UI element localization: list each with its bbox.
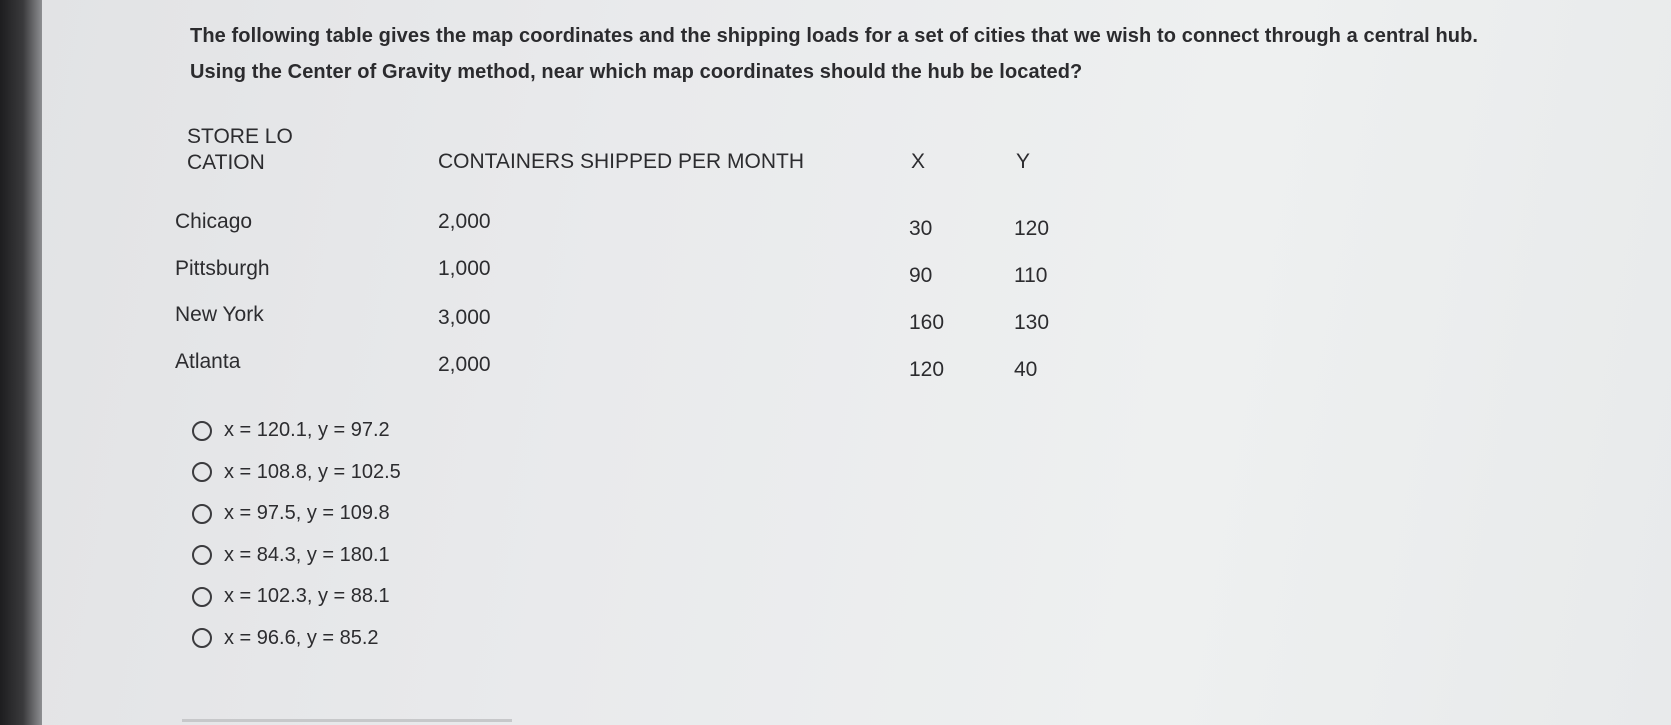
answer-options bbox=[192, 410, 401, 659]
header-containers: CONTAINERS SHIPPED PER MONTH bbox=[438, 150, 804, 173]
table-cell-city: New York bbox=[175, 303, 264, 326]
radio-button[interactable] bbox=[192, 462, 212, 482]
table-cell-city: Pittsburgh bbox=[175, 257, 270, 280]
question-text bbox=[190, 18, 1590, 90]
answer-option-5[interactable] bbox=[192, 576, 401, 618]
quiz-screen bbox=[42, 0, 1671, 725]
radio-button[interactable] bbox=[192, 545, 212, 565]
question-line-1: The following table gives the map coordinates and the shipping loads for a set of cities that we wish to connect through a central hub. bbox=[190, 25, 1479, 47]
table-cell-x: 160 bbox=[909, 311, 945, 334]
table-cell-city: Chicago bbox=[175, 210, 253, 233]
option-label: x = 84.3, y = 180.1 bbox=[224, 543, 390, 566]
question-line-2: Using the Center of Gravity method, near which map coordinates should the hub be located? bbox=[190, 61, 1083, 83]
option-label: x = 120.1, y = 97.2 bbox=[224, 419, 390, 442]
table-cell-y: 40 bbox=[1014, 358, 1038, 381]
header-y: Y bbox=[1016, 150, 1031, 173]
answer-option-2[interactable] bbox=[192, 452, 401, 494]
header-x: X bbox=[911, 150, 926, 173]
answer-option-4[interactable] bbox=[192, 535, 401, 577]
option-label: x = 97.5, y = 109.8 bbox=[224, 502, 390, 525]
answer-option-3[interactable] bbox=[192, 493, 401, 535]
answer-option-1[interactable] bbox=[192, 410, 401, 452]
option-label: x = 108.8, y = 102.5 bbox=[224, 460, 401, 483]
table-cell-containers: 3,000 bbox=[438, 306, 491, 329]
radio-button[interactable] bbox=[192, 421, 212, 441]
table-cell-city: Atlanta bbox=[175, 350, 241, 373]
table-cell-y: 120 bbox=[1014, 217, 1050, 240]
radio-button[interactable] bbox=[192, 587, 212, 607]
table-cell-containers: 1,000 bbox=[438, 257, 491, 280]
table-cell-containers: 2,000 bbox=[438, 210, 491, 233]
option-label: x = 96.6, y = 85.2 bbox=[224, 626, 379, 649]
answer-option-6[interactable] bbox=[192, 618, 401, 660]
table-cell-y: 110 bbox=[1014, 264, 1048, 287]
table-cell-containers: 2,000 bbox=[438, 353, 491, 376]
table-cell-x: 90 bbox=[909, 264, 933, 287]
divider bbox=[182, 719, 512, 722]
table-cell-x: 30 bbox=[909, 217, 933, 240]
table-cell-x: 120 bbox=[909, 358, 945, 381]
header-store-location: STORE LOCATION bbox=[187, 125, 293, 174]
radio-button[interactable] bbox=[192, 504, 212, 524]
table-cell-y: 130 bbox=[1014, 311, 1050, 334]
monitor-bezel bbox=[0, 0, 42, 725]
option-label: x = 102.3, y = 88.1 bbox=[224, 585, 390, 608]
radio-button[interactable] bbox=[192, 628, 212, 648]
